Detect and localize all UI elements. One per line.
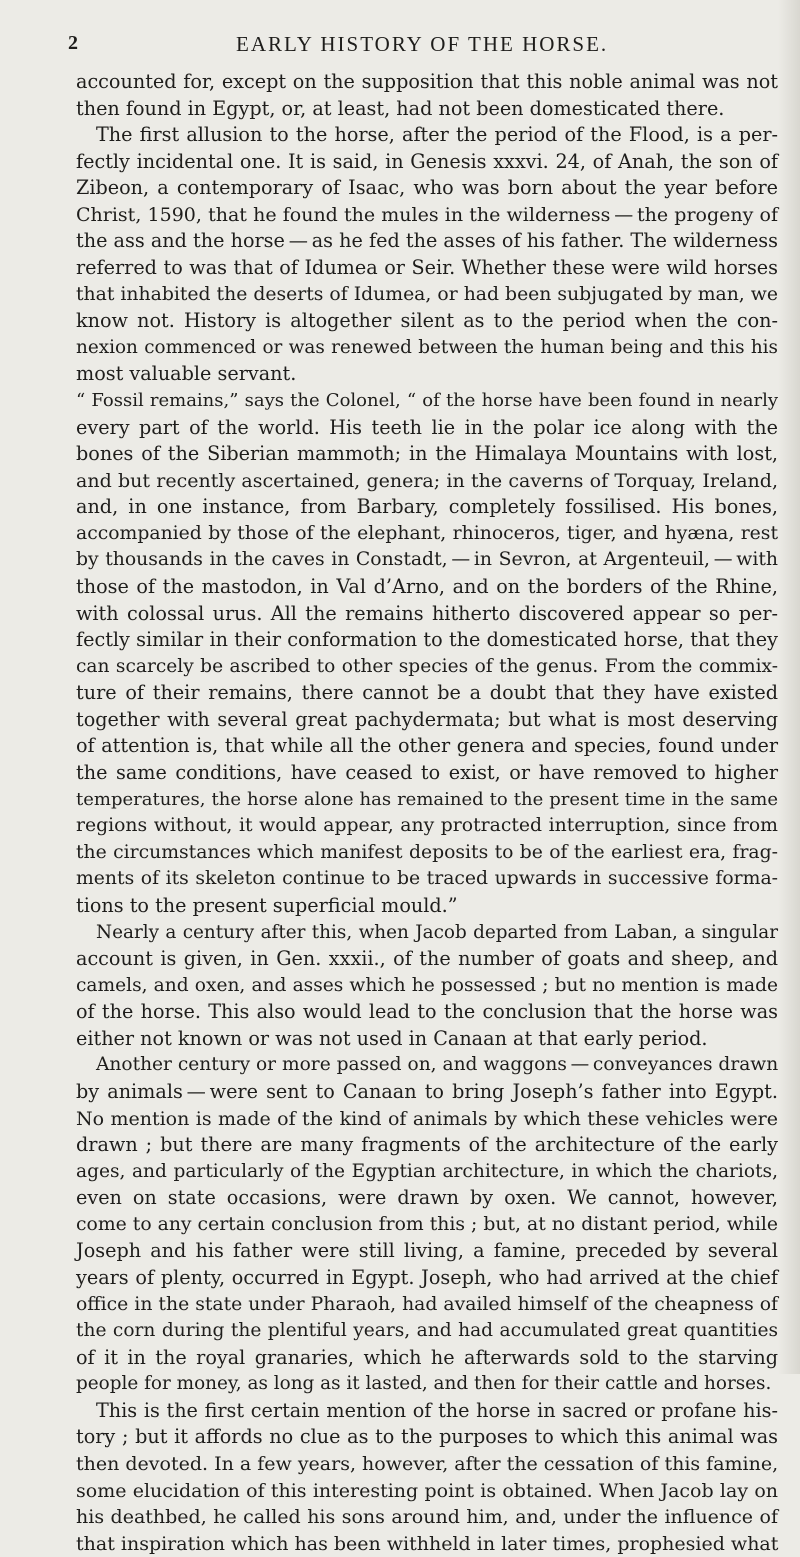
text-line: the circumstances which manifest deposits to be of the earliest era, frag-	[76, 841, 778, 863]
text-line: tory ; but it affords no clue as to the purposes to which this animal was	[76, 1425, 778, 1449]
text-line: of the horse. This also would lead to the conclusion that the horse was	[76, 1000, 778, 1024]
text-line: ture of their remains, there cannot be a doubt that they have existed	[76, 681, 778, 705]
text-line: of attention is, that while all the other genera and species, found under	[76, 734, 778, 758]
text-line: even on state occasions, were drawn by oxen. We cannot, however,	[76, 1186, 778, 1210]
page-header	[68, 32, 752, 62]
text-line: by thousands in the caves in Constadt, — in Sevron, at Argenteuil, — with	[76, 549, 778, 571]
text-line: either not known or was not used in Canaan at that early period.	[76, 1026, 708, 1050]
text-line: and, in one instance, from Barbary, completely fossilised. His bones,	[76, 495, 778, 519]
text-line: bones of the Siberian mammoth; in the Himalaya Mountains with lost,	[76, 442, 778, 466]
text-line: account is given, in Gen. xxxii., of the number of goats and sheep, and	[76, 947, 778, 971]
running-title: EARLY HISTORY OF THE HORSE.	[236, 32, 609, 56]
text-line: tions to the present superficial mould.”	[76, 893, 458, 917]
page-edge-shadow	[778, 0, 800, 1374]
text-line: then found in Egypt, or, at least, had not been domesticated there.	[76, 96, 725, 120]
text-line: Joseph and his father were still living, a famine, preceded by several	[76, 1239, 778, 1263]
text-line: that inhabited the deserts of Idumea, or had been subjugated by man, we	[76, 283, 778, 305]
text-line: together with several great pachydermata; but what is most deserving	[76, 707, 778, 731]
text-line: most valuable servant.	[76, 362, 297, 386]
text-line: the same conditions, have ceased to exist, or have removed to higher	[76, 761, 778, 785]
text-line: accompanied by those of the elephant, rhinoceros, tiger, and hyæna, rest	[76, 522, 778, 544]
text-line: and but recently ascertained, genera; in the caverns of Torquay, Ireland,	[76, 469, 778, 492]
text-line: drawn ; but there are many fragments of the architecture of the early	[76, 1133, 778, 1157]
text-line: office in the state under Pharaoh, had availed himself of the cheapness of	[76, 1293, 778, 1315]
text-line: camels, and oxen, and asses which he possessed ; but no mention is made	[76, 974, 778, 996]
text-line: can scarcely be ascribed to other species of the genus. From the commix-	[76, 655, 778, 677]
text-line: the ass and the horse — as he fed the asses of his father. The wilderness	[76, 229, 778, 253]
text-line: temperatures, the horse alone has remained to the present time in the same	[76, 788, 778, 810]
text-line: those of the mastodon, in Val d’Arno, and on the borders of the Rhine,	[76, 574, 778, 598]
text-line: regions without, it would appear, any protracted interruption, since from	[76, 815, 778, 837]
text-line: fectly incidental one. It is said, in Genesis xxxvi. 24, of Anah, the son of	[76, 149, 778, 173]
text-line: accounted for, except on the supposition that this noble animal was not	[76, 70, 778, 93]
text-line: This is the first certain mention of the horse in sacred or profane his-	[96, 1398, 778, 1422]
text-line: some elucidation of this interesting point is obtained. When Jacob lay on	[76, 1479, 778, 1502]
text-line: The first allusion to the horse, after the period of the Flood, is a per-	[96, 123, 778, 147]
text-line: “ Fossil remains,” says the Colonel, “ of the horse have been found in nearly	[76, 389, 778, 411]
text-line: No mention is made of the kind of animals by which these vehicles were	[76, 1107, 778, 1130]
page-number: 2	[68, 32, 79, 54]
text-line: that inspiration which has been withheld in later times, prophesied what	[76, 1532, 779, 1555]
text-line: referred to was that of Idumea or Seir. Whether these were wild horses	[76, 256, 778, 280]
text-line: by animals — were sent to Canaan to bring Joseph’s father into Egypt.	[76, 1079, 778, 1103]
text-line: his deathbed, he called his sons around him, and, under the influence of	[76, 1506, 778, 1529]
text-line: nexion commenced or was renewed between the human being and this his	[76, 336, 778, 358]
text-line: of it in the royal granaries, which he afterwards sold to the starving	[76, 1345, 778, 1369]
text-line: every part of the world. His teeth lie in the polar ice along with the	[76, 415, 778, 439]
text-line: the corn during the plentiful years, and had accumulated great quantities	[76, 1320, 778, 1342]
text-line: Christ, 1590, that he found the mules in the wilderness — the progeny of	[76, 203, 778, 226]
text-line: Nearly a century after this, when Jacob departed from Laban, a singular	[96, 921, 778, 943]
text-line: people for money, as long as it lasted, and then for their cattle and horses.	[76, 1373, 772, 1395]
text-line: then devoted. In a few years, however, after the cessation of this famine,	[76, 1453, 779, 1476]
text-line: ments of its skeleton continue to be traced upwards in successive forma-	[76, 868, 778, 890]
text-line: fectly similar in their conformation to the domesticated horse, that they	[76, 628, 778, 652]
text-line: come to any certain conclusion from this ; but, at no distant period, while	[76, 1213, 778, 1235]
text-line: ages, and particularly of the Egyptian architecture, in which the chariots,	[76, 1160, 778, 1182]
body-text	[76, 69, 778, 1557]
text-line: Zibeon, a contemporary of Isaac, who was born about the year before	[76, 176, 778, 200]
text-line: Another century or more passed on, and waggons — conveyances drawn	[96, 1054, 779, 1076]
text-line: with colossal urus. All the remains hitherto discovered appear so per-	[76, 601, 778, 625]
text-line: know not. History is altogether silent as to the period when the con-	[76, 309, 778, 333]
text-line: years of plenty, occurred in Egypt. Joseph, who had arrived at the chief	[76, 1266, 778, 1290]
